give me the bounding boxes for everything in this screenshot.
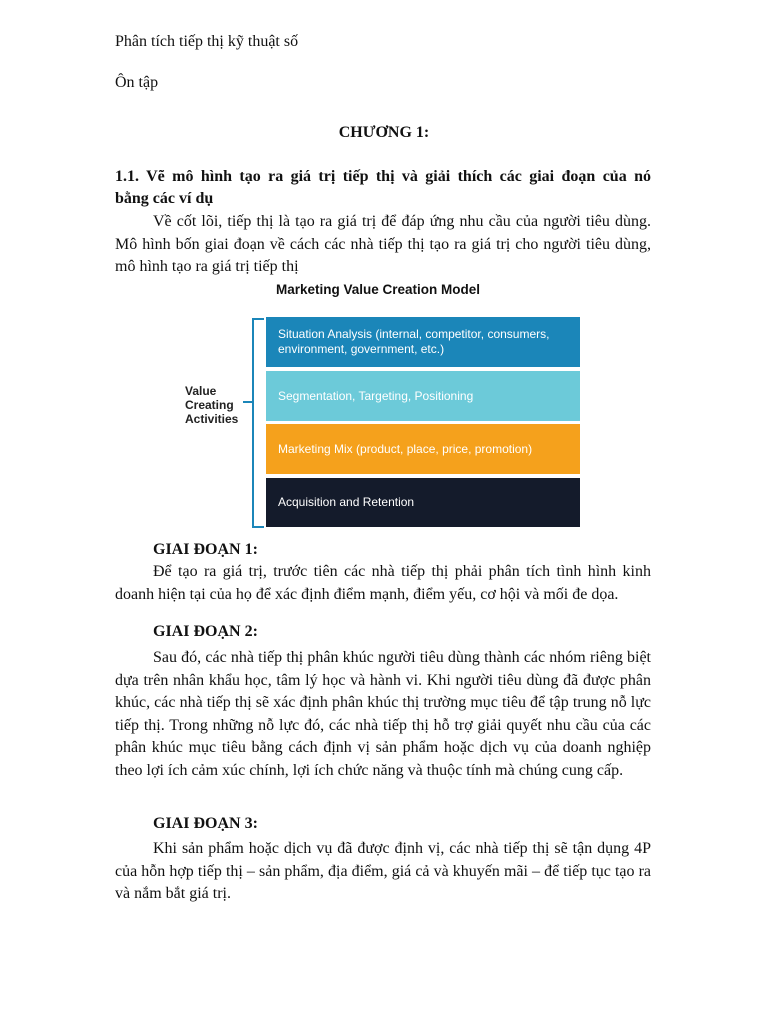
stage-2-text: Sau đó, các nhà tiếp thị phân khúc người tiêu dùng thành các nhóm riêng biệt dựa trên nhân khẩu học, tâm lý học và hành vi. Khi người tiêu dùng đã được phân khúc, các nhà tiếp thị sẽ xác định phân khúc thị trường mục tiêu để tập trung nỗ lực tiếp thị. Trong những nỗ lực đó, các nhà tiếp thị hỗ trợ giải quyết nhu cầu của các phân khúc mục tiêu bằng cách định vị sản phẩm hoặc dịch vụ của doanh nghiệp theo lợi ích cảm xúc chính, lợi ích chức năng và thuộc tính mà chúng cung cấp. — [115, 649, 651, 779]
diagram-bracket-tick — [243, 401, 253, 403]
document-subtitle: Ôn tập — [115, 74, 159, 91]
marketing-mix-box — [266, 424, 580, 474]
stage-1-text: Để tạo ra giá trị, trước tiên các nhà tiếp thị phải phân tích tình hình kinh doanh hiện tại của họ để xác định điểm mạnh, điểm yếu, cơ hội và mối đe dọa. — [115, 563, 651, 603]
document-subject: Phân tích tiếp thị kỹ thuật số — [115, 33, 299, 50]
stage-2-title: GIAI ĐOẠN 2: — [153, 623, 258, 640]
chapter-title: CHƯƠNG 1: — [338, 124, 430, 141]
diagram-bracket — [252, 318, 264, 528]
section-heading-line1: 1.1. Vẽ mô hình tạo ra giá trị tiếp thị và giải thích các giai đoạn của nó — [115, 168, 651, 185]
segmentation-label: Segmentation, Targeting, Positioning — [278, 388, 474, 403]
intro-paragraph: Về cốt lõi, tiếp thị là tạo ra giá trị để đáp ứng nhu cầu của người tiêu dùng. Mô hình bốn giai đoạn về cách các nhà tiếp thị tạo ra giá trị cho người tiêu dùng, mô hình tạo ra giá trị tiếp thị — [115, 213, 651, 275]
stage-1-title: GIAI ĐOẠN 1: — [153, 541, 258, 558]
diagram-side-label: Value Creating Activities — [185, 384, 239, 426]
stage-3-title: GIAI ĐOẠN 3: — [153, 815, 258, 832]
acquisition-retention-box — [266, 478, 580, 527]
section-heading-line2: bằng các ví dụ — [115, 190, 214, 207]
acquisition-retention-label: Acquisition and Retention — [278, 495, 415, 509]
marketing-mix-label: Marketing Mix (product, place, price, promotion) — [278, 441, 533, 456]
stage-3-text: Khi sản phẩm hoặc dịch vụ đã được định vị, các nhà tiếp thị sẽ tận dụng 4P của hỗn hợp tiếp thị – sản phẩm, địa điểm, giá cả và khuyến mãi – để tiếp tục tạo ra và nắm bắt giá trị. — [115, 840, 651, 902]
segmentation-box — [266, 371, 580, 421]
situation-analysis-label: Situation Analysis (internal, competitor, consumers, environment, government, etc.) — [278, 327, 550, 356]
situation-analysis-box — [266, 317, 580, 367]
diagram-title: Marketing Value Creation Model — [276, 282, 481, 297]
